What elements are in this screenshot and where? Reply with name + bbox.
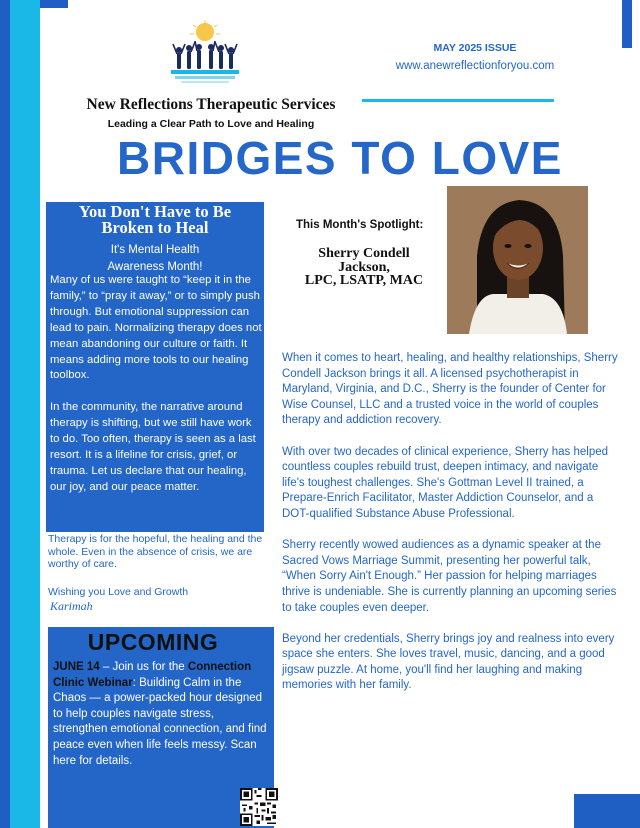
top-accent-bar [40,0,68,8]
event-name: Connection Clinic Webinar [53,661,252,689]
qr-code-icon[interactable] [240,788,278,826]
left-cyan-bar [10,0,40,828]
event-colon: : [132,676,136,689]
right-accent-bar [622,0,632,48]
org-name: New Reflections Therapeutic Services [86,96,336,113]
closing-wish: Wishing you Love and Growth [48,586,189,598]
mental-health-title-line2: Broken to Heal [101,218,209,237]
article-paragraph: With over two decades of clinical experience, Sherry has helped countless couples rebuild trust, deepen intimacy, and navigate life's toughest challenges. She's Gottman Level II trained, a Prepare-Enrich Facilitator, Master Addiction Counselor, and a DOT-qualified Substance Abuse Professional. [282,445,609,520]
website-link[interactable]: www.anewreflectionforyou.com [395,60,555,72]
spotlight-article [282,351,618,694]
left-accent-bar [0,0,10,828]
article-paragraph: Beyond her credentials, Sherry brings joy and realness into every space she enters. She loves travel, music, dancing, and a good jigsaw puzzle. At home, you'll find her laughing and making memories with her family. [282,632,615,692]
mental-health-paragraph: Many of us were taught to “keep it in the family,” to “pray it away,” or to simply push through. But emotional suppression can lead to pain. Normalizing therapy does not mean abandoning our culture or faith. It means adding more tools to our healing toolbox. [50,274,262,382]
spotlight-label: This Month's Spotlight: [296,219,424,231]
logo-people-icon [165,20,245,92]
header-divider [362,99,554,102]
mental-health-title-line1: You Don't Have to Be [78,202,232,221]
article-paragraph: When it comes to heart, healing, and healthy relationships, Sherry Condell Jackson brings it all. A licensed psychotherapist in Maryland, Virginia, and D.C., Sherry is the founder of Center for Wise Counsel, LLC and a trusted voice in the world of couples therapy and addiction recovery. [282,352,618,427]
issue-label: MAY 2025 ISSUE [433,42,517,54]
mental-health-subtitle [46,242,264,276]
mental-health-title [46,204,264,236]
spotlight-name-line1: Sherry Condell [318,246,410,261]
event-date: JUNE 14 [53,661,100,673]
event-intro: – Join us for the [99,661,188,673]
upcoming-description [53,660,271,769]
spotlight-credentials: LPC, LSATP, MAC [304,273,424,288]
closing-statement: Therapy is for the hopeful, the healing and the whole. Even in the absence of crisis, we are worthy of care. [48,533,263,570]
signature: Karimah [50,599,93,613]
upcoming-title: UPCOMING [87,629,219,655]
org-tagline: Leading a Clear Path to Love and Healing [107,118,315,130]
mental-health-subtitle-line2: Awareness Month! [107,261,203,273]
mental-health-paragraph: In the community, the narrative around therapy is shifting, but we still have work to do. Too often, therapy is seen as a last resort. It is a lifeline for crisis, grief, or trauma. Let us declare that our healing, our joy, and our peace matter. [50,401,256,493]
spotlight-name-line2: Jackson, [338,259,390,275]
newsletter-title: BRIDGES TO LOVE [117,132,563,184]
event-details: Building Calm in the Chaos — a power-packed hour designed to help couples navigate stress, strengthen emotional connection, and find peace even when life feels messy. Scan here for details. [53,676,267,767]
mental-health-subtitle-line1: It's Mental Health [110,244,200,256]
mental-health-body [50,273,262,496]
article-paragraph: Sherry recently wowed audiences as a dynamic speaker at the Sacred Vows Marriage Summit, presenting her powerful talk, “When Sorry Ain't Enough.” Her passion for helping marriages thrive is undeniable. She is currently planning an upcoming series to take couples even deeper. [282,539,617,614]
bottom-right-block [574,794,640,828]
spotlight-name [290,247,438,288]
portrait-photo [447,186,588,334]
